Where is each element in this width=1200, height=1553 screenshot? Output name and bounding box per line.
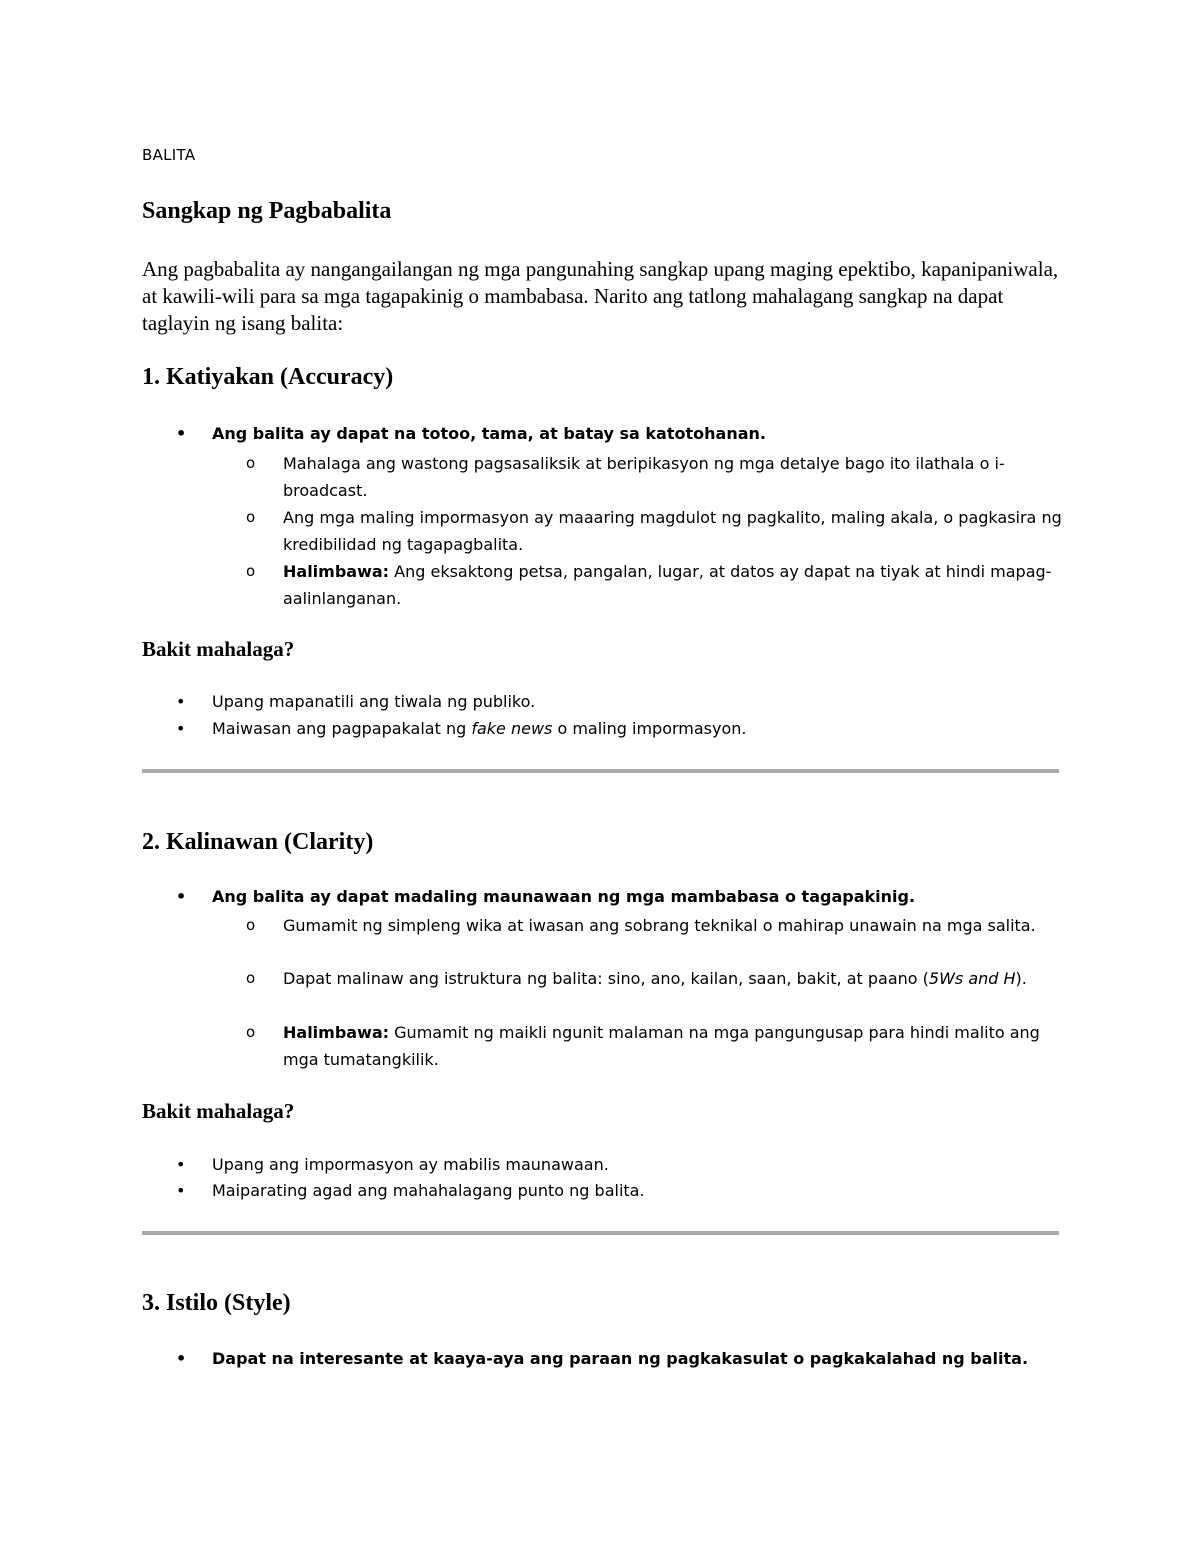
sub-item-text: Ang mga maling impormasyon ay maaaring magdulot ng pagkalito, maling akala, o pagkasira ng kredibilidad ng tagapagbalita. bbox=[283, 508, 1062, 554]
why-item-italic: fake news bbox=[471, 719, 553, 738]
sub-item-text bbox=[283, 965, 1066, 992]
circle-marker-icon: o bbox=[246, 916, 256, 934]
horizontal-divider bbox=[142, 769, 1059, 773]
sub-item-example bbox=[246, 558, 1066, 612]
circle-marker-icon: o bbox=[246, 1023, 256, 1041]
detail-lead: Dapat malinaw ang istruktura ng balita: sino, ano, kailan, saan, bakit, at paano ( bbox=[283, 969, 929, 988]
bullet-icon: • bbox=[176, 1155, 186, 1174]
document-label: BALITA bbox=[142, 146, 196, 164]
horizontal-divider bbox=[142, 1231, 1059, 1235]
section-heading-clarity: 2. Kalinawan (Clarity) bbox=[142, 829, 374, 855]
sub-item bbox=[246, 450, 1066, 504]
example-text bbox=[283, 1019, 1066, 1073]
section-heading-style: 3. Istilo (Style) bbox=[142, 1290, 291, 1316]
sub-item-text: Gumamit ng simpleng wika at iwasan ang sobrang teknikal o mahirap unawain na mga salita. bbox=[283, 916, 1036, 935]
sub-item-text: Mahalaga ang wastong pagsasaliksik at beripikasyon ng mga detalye bago ito ilathala o i-broadcast. bbox=[283, 454, 1005, 500]
why-item-text: Maiparating agad ang mahahalagang punto ng balita. bbox=[212, 1181, 645, 1200]
why-heading-accuracy: Bakit mahalaga? bbox=[142, 637, 295, 661]
bullet-icon: • bbox=[176, 1181, 186, 1200]
main-point-text: Dapat na interesante at kaaya-aya ang paraan ng pagkakasulat o pagkakalahad ng balita. bbox=[212, 1349, 1029, 1368]
bullet-icon: • bbox=[176, 887, 187, 906]
bullet-icon: • bbox=[176, 719, 186, 738]
detail-italic: 5Ws and H bbox=[928, 969, 1016, 988]
sub-item bbox=[246, 912, 1066, 939]
circle-marker-icon: o bbox=[246, 508, 256, 526]
circle-marker-icon: o bbox=[246, 969, 256, 987]
detail-tail: ). bbox=[1015, 969, 1027, 988]
why-item-text bbox=[212, 719, 746, 738]
why-item-tail: o maling impormasyon. bbox=[552, 719, 747, 738]
intro-paragraph: Ang pagbabalita ay nangangailangan ng mga pangunahing sangkap upang maging epektibo, kapanipaniwala, at kawili-wili para sa mga tagapakinig o mambabasa. Narito ang tatlong mahalagang sangkap na dapat taglayin ng isang balita: bbox=[142, 257, 1059, 335]
circle-marker-icon: o bbox=[246, 562, 256, 580]
main-point-text: Ang balita ay dapat na totoo, tama, at batay sa katotohanan. bbox=[212, 424, 766, 443]
example-text bbox=[283, 558, 1066, 612]
document-title: Sangkap ng Pagbabalita bbox=[142, 198, 392, 224]
why-heading-clarity: Bakit mahalaga? bbox=[142, 1099, 295, 1123]
example-body: Ang eksaktong petsa, pangalan, lugar, at datos ay dapat na tiyak at hindi mapag-aalinlanganan. bbox=[283, 562, 1052, 608]
example-body: Gumamit ng maikli ngunit malaman na mga pangungusap para hindi malito ang mga tumatangkilik. bbox=[283, 1023, 1040, 1069]
main-point-text: Ang balita ay dapat madaling maunawaan ng mga mambabasa o tagapakinig. bbox=[212, 887, 916, 906]
section-heading-accuracy: 1. Katiyakan (Accuracy) bbox=[142, 364, 394, 390]
bullet-icon: • bbox=[176, 1349, 187, 1368]
sub-item-example bbox=[246, 1019, 1066, 1073]
why-item-text: Upang mapanatili ang tiwala ng publiko. bbox=[212, 692, 536, 711]
bullet-icon: • bbox=[176, 692, 186, 711]
example-label: Halimbawa: bbox=[283, 562, 390, 581]
why-item-text: Upang ang impormasyon ay mabilis maunawaan. bbox=[212, 1155, 609, 1174]
example-label: Halimbawa: bbox=[283, 1023, 390, 1042]
circle-marker-icon: o bbox=[246, 454, 256, 472]
sub-item bbox=[246, 965, 1066, 992]
bullet-icon: • bbox=[176, 424, 187, 443]
sub-item bbox=[246, 504, 1066, 558]
why-item-lead: Maiwasan ang pagpapakalat ng bbox=[212, 719, 472, 738]
